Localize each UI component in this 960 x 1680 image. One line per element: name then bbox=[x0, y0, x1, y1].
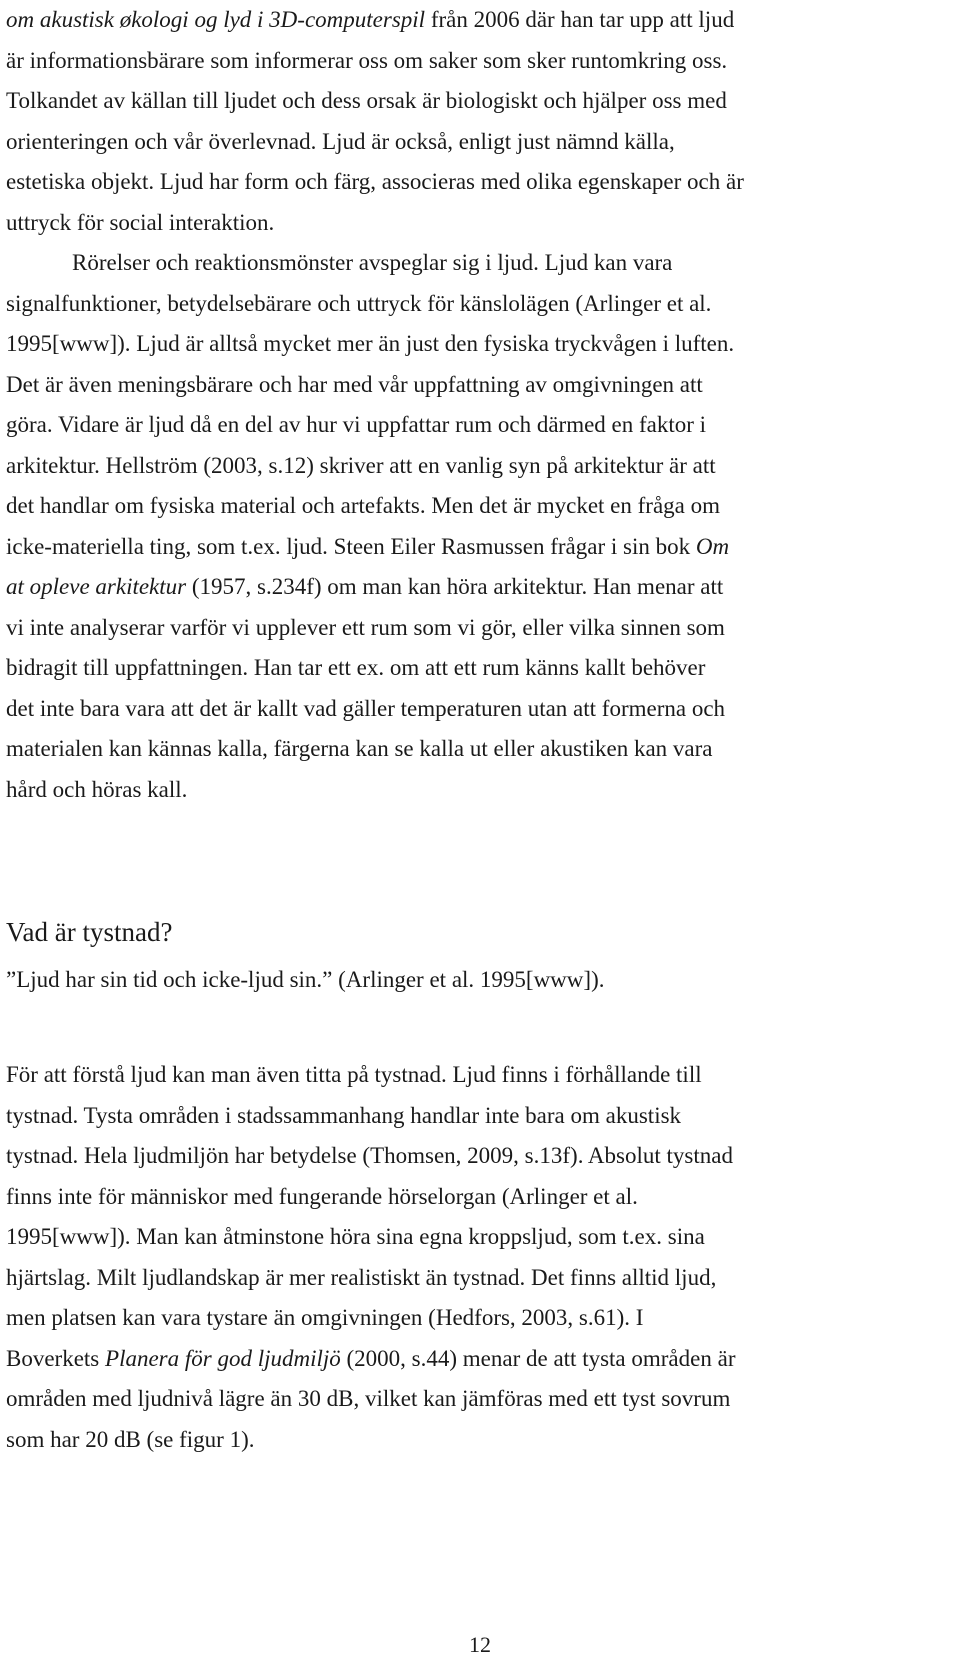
text-run: är informationsbärare som informerar oss om saker som sker runtomkring oss. bbox=[6, 47, 728, 73]
text-run: orienteringen och vår överlevnad. Ljud är också, enligt just nämnd källa, bbox=[6, 128, 675, 154]
body-text-section-2 bbox=[6, 1055, 958, 1460]
italic-title: Planera för god ljudmiljö bbox=[105, 1345, 341, 1371]
text-run: det inte bara vara att det är kallt vad gäller temperaturen utan att formerna och bbox=[6, 695, 726, 721]
text-line bbox=[6, 486, 958, 527]
text-line bbox=[6, 284, 958, 325]
text-line bbox=[6, 1420, 958, 1461]
text-run: vi inte analyserar varför vi upplever ett rum som vi gör, eller vilka sinnen som bbox=[6, 614, 725, 640]
text-line bbox=[6, 770, 958, 811]
text-run: Boverkets bbox=[6, 1345, 106, 1371]
text-run: områden med ljudnivå lägre än 30 dB, vilket kan jämföras med ett tyst sovrum bbox=[6, 1386, 731, 1411]
text-line bbox=[6, 1339, 958, 1380]
text-run: uttryck för social interaktion. bbox=[6, 209, 275, 235]
text-run: icke-materiella ting, som t.ex. ljud. Steen Eiler Rasmussen frågar i sin bok bbox=[6, 533, 696, 559]
text-line bbox=[6, 365, 958, 406]
page-number: 12 bbox=[469, 1632, 491, 1657]
text-line bbox=[6, 1298, 958, 1339]
text-line bbox=[6, 0, 958, 41]
text-line bbox=[6, 122, 958, 163]
text-line bbox=[6, 324, 958, 365]
text-run: tystnad. Tysta områden i stadssammanhang handlar inte bara om akustisk bbox=[6, 1102, 682, 1128]
text-run: materialen kan kännas kalla, färgerna kan se kalla ut eller akustiken kan vara bbox=[6, 736, 713, 761]
text-line bbox=[6, 689, 958, 730]
text-run: Tolkandet av källan till ljudet och dess orsak är biologiskt och hjälper oss med bbox=[6, 88, 727, 113]
text-run: som har 20 dB (se figur 1). bbox=[6, 1426, 255, 1452]
italic-title: at opleve arkitektur bbox=[6, 574, 187, 599]
text-run: bidragit till uppfattningen. Han tar ett ex. om att ett rum känns kallt behöver bbox=[6, 655, 706, 680]
text-line bbox=[6, 405, 958, 446]
text-run: finns inte för människor med fungerande hörselorgan (Arlinger et al. bbox=[6, 1183, 638, 1209]
text-run: Rörelser och reaktionsmönster avspeglar sig i ljud. Ljud kan vara bbox=[72, 250, 673, 275]
text-line bbox=[6, 1177, 958, 1218]
text-run: (1957, s.234f) om man kan höra arkitektur. Han menar att bbox=[186, 574, 724, 599]
text-line bbox=[6, 243, 958, 284]
text-line bbox=[6, 81, 958, 122]
text-line bbox=[6, 162, 958, 203]
text-run: Det är även meningsbärare och har med vår uppfattning av omgivningen att bbox=[6, 371, 703, 397]
text-line bbox=[6, 203, 958, 244]
text-line bbox=[6, 1258, 958, 1299]
text-run: 1995[www]). Ljud är alltså mycket mer än just den fysiska tryckvågen i luften. bbox=[6, 331, 735, 356]
text-run: 1995[www]). Man kan åtminstone höra sina egna kroppsljud, som t.ex. sina bbox=[6, 1224, 705, 1249]
text-run: För att förstå ljud kan man även titta på tystnad. Ljud finns i förhållande till bbox=[6, 1062, 702, 1087]
text-line bbox=[6, 648, 958, 689]
text-line bbox=[6, 567, 958, 608]
text-line bbox=[6, 1096, 958, 1137]
text-run: arkitektur. Hellström (2003, s.12) skriver att en vanlig syn på arkitektur är att bbox=[6, 452, 716, 478]
italic-title: om akustisk økologi og lyd i 3D-computerspil bbox=[6, 7, 426, 32]
text-run: men platsen kan vara tystare än omgivningen (Hedfors, 2003, s.61). I bbox=[6, 1305, 644, 1330]
text-line bbox=[6, 1379, 958, 1420]
text-run: från 2006 där han tar upp att ljud bbox=[425, 7, 735, 32]
text-line bbox=[6, 446, 958, 487]
text-run: (2000, s.44) menar de att tysta områden är bbox=[340, 1345, 736, 1371]
text-run: hjärtslag. Milt ljudlandskap är mer realistiskt än tystnad. Det finns alltid ljud, bbox=[6, 1264, 717, 1290]
text-run: signalfunktioner, betydelsebärare och uttryck för känslolägen (Arlinger et al. bbox=[6, 290, 712, 316]
text-run: göra. Vidare är ljud då en del av hur vi uppfattar rum och därmed en faktor i bbox=[6, 412, 707, 437]
text-line bbox=[6, 608, 958, 649]
epigraph-quote: ”Ljud har sin tid och icke-ljud sin.” (Arlinger et al. 1995[www]). bbox=[6, 967, 605, 992]
section-heading: Vad är tystnad? bbox=[6, 917, 173, 947]
text-line bbox=[6, 1055, 958, 1096]
text-line bbox=[6, 527, 958, 568]
italic-title: Om bbox=[695, 533, 730, 559]
text-run: hård och höras kall. bbox=[6, 776, 188, 802]
body-text-section-1 bbox=[6, 0, 958, 810]
text-run: det handlar om fysiska material och artefakts. Men det är mycket en fråga om bbox=[6, 493, 720, 518]
text-line bbox=[6, 41, 958, 82]
text-line bbox=[6, 729, 958, 770]
text-run: estetiska objekt. Ljud har form och färg, associeras med olika egenskaper och är bbox=[6, 169, 744, 194]
text-line bbox=[6, 1217, 958, 1258]
text-line bbox=[6, 1136, 958, 1177]
text-run: tystnad. Hela ljudmiljön har betydelse (Thomsen, 2009, s.13f). Absolut tystnad bbox=[6, 1143, 733, 1168]
